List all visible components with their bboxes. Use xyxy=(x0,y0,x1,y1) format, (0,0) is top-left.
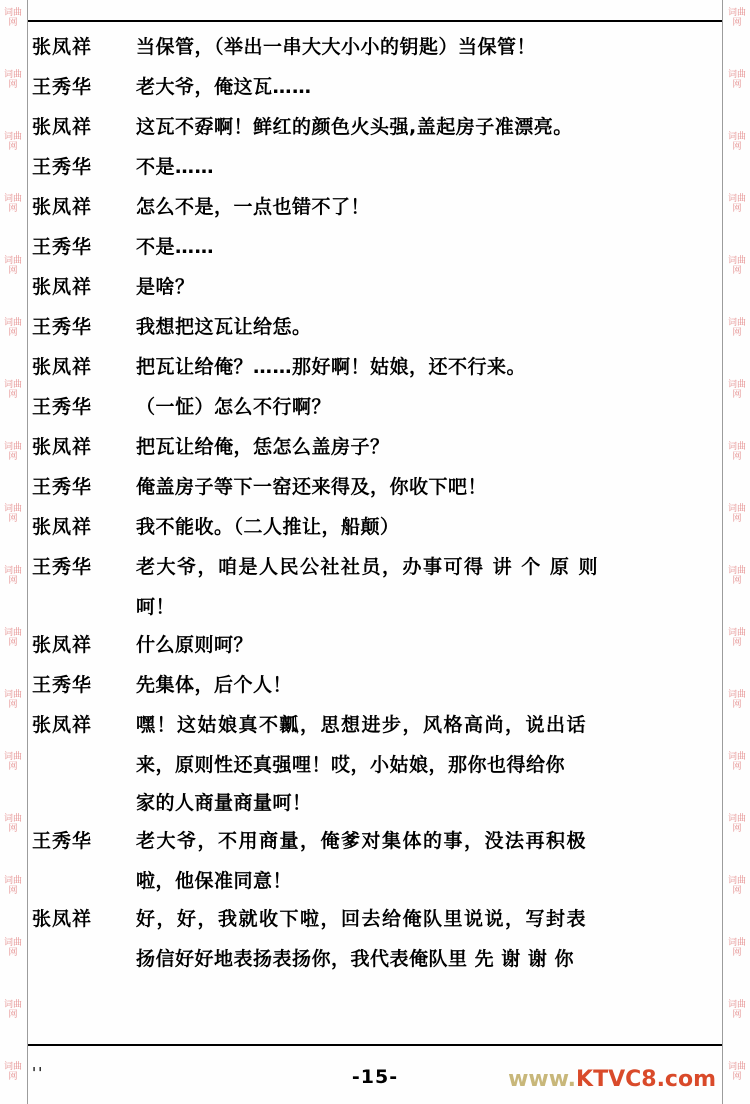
side-watermark-text: 词曲网 xyxy=(727,938,746,958)
script-line-list xyxy=(28,28,722,978)
side-watermark-text: 词曲网 xyxy=(3,70,22,90)
side-watermark-text: 词曲网 xyxy=(3,1062,22,1082)
side-watermark-text: 词曲网 xyxy=(727,876,746,896)
script-line xyxy=(28,468,722,506)
speaker-name: 王秀华 xyxy=(32,236,93,258)
speaker-name: 张凤祥 xyxy=(32,36,93,58)
side-watermark-text: 词曲网 xyxy=(727,752,746,772)
speech-text: 什么原则呵？ xyxy=(136,634,254,656)
script-line xyxy=(28,348,722,386)
side-watermark-text: 词曲网 xyxy=(727,318,746,338)
site-watermark-suffix: .com xyxy=(656,1067,716,1092)
side-watermark-text: 词曲网 xyxy=(3,132,22,152)
script-line xyxy=(28,626,722,664)
side-watermark-text: 词曲网 xyxy=(727,70,746,90)
side-watermark-text: 词曲网 xyxy=(727,628,746,648)
script-line xyxy=(28,388,722,426)
speaker-name: 王秀华 xyxy=(32,556,93,578)
page-number: -15- xyxy=(351,1066,399,1088)
script-line xyxy=(28,706,722,744)
side-watermark-text: 词曲网 xyxy=(3,938,22,958)
side-watermark-text: 词曲网 xyxy=(727,194,746,214)
script-line xyxy=(28,68,722,106)
side-watermark-text: 词曲网 xyxy=(3,8,22,28)
speaker-name: 王秀华 xyxy=(32,476,93,498)
script-line xyxy=(28,666,722,704)
script-line xyxy=(28,188,722,226)
speech-text: 把瓦让给俺？……那好啊！姑娘，还不行来。 xyxy=(136,356,527,378)
script-line xyxy=(28,548,722,586)
side-watermark-text: 词曲网 xyxy=(3,628,22,648)
speaker-name: 张凤祥 xyxy=(32,516,93,538)
speaker-name: 张凤祥 xyxy=(32,634,93,656)
script-line xyxy=(28,148,722,186)
left-watermark-strip xyxy=(0,0,26,1104)
script-line xyxy=(28,268,722,306)
side-watermark-text: 词曲网 xyxy=(727,504,746,524)
speech-text: 把瓦让给俺，恁怎么盖房子？ xyxy=(136,436,390,458)
side-watermark-text: 词曲网 xyxy=(727,256,746,276)
side-watermark-text: 词曲网 xyxy=(727,132,746,152)
side-watermark-text: 词曲网 xyxy=(727,1062,746,1082)
right-margin-rule xyxy=(722,0,723,1104)
speaker-name: 王秀华 xyxy=(32,316,93,338)
speech-continuation: 家的人商量商量呵！ xyxy=(136,792,312,814)
speech-text: 嘿！这姑娘真不瓤，思想进步，风格高尚，说出话 xyxy=(136,714,588,736)
side-watermark-text: 词曲网 xyxy=(3,876,22,896)
speech-continuation: 呵！ xyxy=(136,596,176,618)
site-watermark-brand: KTVC8 xyxy=(576,1067,657,1092)
speech-continuation: 来，原则性还真强哩！哎，小姑娘，那你也得给你 xyxy=(136,754,566,776)
site-watermark-prefix: www. xyxy=(508,1067,577,1092)
script-line xyxy=(28,28,722,66)
speech-text: 是啥？ xyxy=(136,276,195,298)
top-border-rule xyxy=(28,20,722,22)
side-watermark-text: 词曲网 xyxy=(3,504,22,524)
speech-text: 怎么不是，一点也错不了！ xyxy=(136,196,371,218)
side-watermark-text: 词曲网 xyxy=(3,690,22,710)
side-watermark-text: 词曲网 xyxy=(727,690,746,710)
script-line xyxy=(28,108,722,146)
footer-mark: '' xyxy=(32,1064,45,1082)
speech-text: 老大爷，俺这瓦…… xyxy=(136,76,312,98)
side-watermark-text: 词曲网 xyxy=(727,442,746,462)
side-watermark-text: 词曲网 xyxy=(3,194,22,214)
side-watermark-text: 词曲网 xyxy=(727,1000,746,1020)
side-watermark-text: 词曲网 xyxy=(727,814,746,834)
side-watermark-text: 词曲网 xyxy=(727,566,746,586)
speech-text: 我想把这瓦让给恁。 xyxy=(136,316,312,338)
speech-continuation: 啦，他保准同意！ xyxy=(136,870,293,892)
side-watermark-text: 词曲网 xyxy=(3,1000,22,1020)
side-watermark-text: 词曲网 xyxy=(3,380,22,400)
side-watermark-text: 词曲网 xyxy=(3,442,22,462)
speaker-name: 张凤祥 xyxy=(32,276,93,298)
speaker-name: 王秀华 xyxy=(32,830,93,852)
side-watermark-text: 词曲网 xyxy=(3,318,22,338)
speaker-name: 张凤祥 xyxy=(32,116,93,138)
speech-text: 我不能收。（二人推让，船颠） xyxy=(136,516,400,538)
speech-text: 不是…… xyxy=(136,156,215,178)
side-watermark-text: 词曲网 xyxy=(3,256,22,276)
site-watermark xyxy=(508,1067,716,1092)
speech-continuation: 扬信好好地表扬表扬你，我代表俺队里 先 谢 谢 你 xyxy=(136,948,574,970)
bottom-border-rule xyxy=(28,1044,722,1046)
side-watermark-text: 词曲网 xyxy=(3,752,22,772)
side-watermark-text: 词曲网 xyxy=(727,8,746,28)
speech-text: 老大爷，不用商量，俺爹对集体的事，没法再积极 xyxy=(136,830,588,852)
speech-text: 不是…… xyxy=(136,236,215,258)
script-line xyxy=(28,228,722,266)
speaker-name: 王秀华 xyxy=(32,76,93,98)
speaker-name: 张凤祥 xyxy=(32,908,93,930)
speech-text: 当保管，（举出一串大大小小的钥匙）当保管！ xyxy=(136,36,537,58)
speaker-name: 王秀华 xyxy=(32,396,93,418)
side-watermark-text: 词曲网 xyxy=(727,380,746,400)
speech-text: 俺盖房子等下一窑还来得及，你收下吧！ xyxy=(136,476,488,498)
speaker-name: 王秀华 xyxy=(32,156,93,178)
page-content xyxy=(28,0,722,1104)
script-line xyxy=(28,822,722,860)
speaker-name: 王秀华 xyxy=(32,674,93,696)
speech-text: 这瓦不孬啊！鲜红的颜色火头强,盖起房子准漂亮。 xyxy=(136,116,573,138)
speaker-name: 张凤祥 xyxy=(32,196,93,218)
script-line xyxy=(28,900,722,938)
speaker-name: 张凤祥 xyxy=(32,436,93,458)
speech-text: 好，好，我就收下啦，回去给俺队里说说，写封表 xyxy=(136,908,588,930)
script-line xyxy=(28,508,722,546)
script-line xyxy=(28,428,722,466)
script-line xyxy=(28,308,722,346)
speaker-name: 张凤祥 xyxy=(32,356,93,378)
side-watermark-text: 词曲网 xyxy=(3,566,22,586)
speech-text: 老大爷，咱是人民公社社员，办事可得 讲 个 原 则 xyxy=(136,556,599,578)
right-watermark-strip xyxy=(724,0,750,1104)
speech-text: 先集体，后个人！ xyxy=(136,674,293,696)
side-watermark-text: 词曲网 xyxy=(3,814,22,834)
speech-text: （一怔）怎么不行啊？ xyxy=(136,396,332,418)
speaker-name: 张凤祥 xyxy=(32,714,93,736)
